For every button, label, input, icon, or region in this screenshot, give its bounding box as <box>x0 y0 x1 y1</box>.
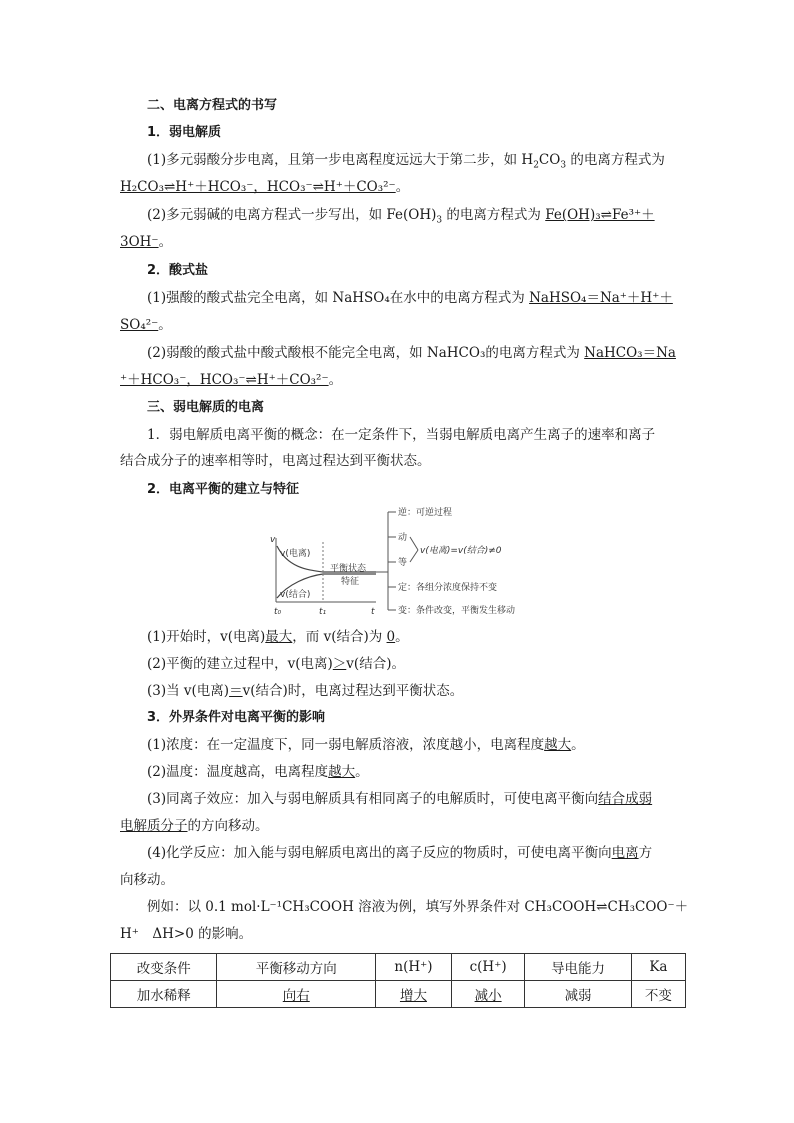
nahso4-equation: NaHSO₄＝Na⁺＋H⁺＋ <box>529 290 673 306</box>
header-ka: Ka <box>631 954 685 981</box>
header-condition: 改变条件 <box>111 954 217 981</box>
weak-acid-paragraph: (1)多元弱酸分步电离，且第一步电离程度远远大于第二步，如 $H_2CO_3$ 的电离方程式为 <box>147 152 665 171</box>
subsection-title-acid-salt: 2．酸式盐 <box>147 263 209 278</box>
feature-change: 变：条件改变，平衡发生移动 <box>398 606 516 616</box>
weak-acid-salt-equation-line: ⁺＋HCO₃⁻，HCO₃⁻⇌H⁺＋CO₃²⁻。 <box>120 372 343 388</box>
subsection-title-establish: 2．电离平衡的建立与特征 <box>147 482 300 497</box>
y-axis-label: v <box>270 535 276 545</box>
concept-line-2: 结合成分子的速率相等时，电离过程达到平衡状态。 <box>120 453 431 469</box>
t1-label: t₁ <box>319 607 327 617</box>
example-line-2: H⁺ ΔH>0 的影响。 <box>120 926 253 942</box>
state-label-2: 特征 <box>341 577 360 587</box>
header-shift: 平衡移动方向 <box>217 954 376 981</box>
table-row <box>111 981 686 1008</box>
state-label-1: 平衡状态 <box>330 564 367 574</box>
factor-reaction: (4)化学反应：加入能与弱电解质电离出的离子反应的物质时，可使电离平衡向电离方 <box>147 845 653 861</box>
cell-c-h: 减小 <box>451 981 525 1008</box>
point-start: (1)开始时，v(电离)最大，而 v(结合)为 0。 <box>147 629 409 645</box>
header-conductivity: 导电能力 <box>525 954 631 981</box>
feature-equal-expression: v(电离)=v(结合)≠0 <box>420 546 502 556</box>
header-n-h: n(H⁺) <box>376 954 452 981</box>
factor-common-ion: (3)同离子效应：加入与弱电解质具有相同离子的电解质时，可使电离平衡向结合成弱 <box>147 791 653 807</box>
feature-equal: 等 <box>398 558 408 568</box>
example-line-1: 例如：以 0.1 mol·L⁻¹CH₃COOH 溶液为例，填写外界条件对 CH₃COOH⇌CH₃COO⁻＋ <box>147 899 689 915</box>
t0-label: t₀ <box>274 607 282 617</box>
strong-acid-salt-equation-line: SO₄²⁻。 <box>120 317 172 333</box>
concept-line-1: 1．弱电解质电离平衡的概念：在一定条件下，当弱电解质电离产生离子的速率和离子 <box>147 427 656 443</box>
factor-reaction-cont: 向移动。 <box>120 872 174 888</box>
cell-ka: 不变 <box>631 981 685 1008</box>
subsection-title-factors: 3．外界条件对电离平衡的影响 <box>147 710 326 725</box>
cell-n-h: 增大 <box>376 981 452 1008</box>
table-header-row <box>111 954 686 981</box>
section-title-ionization: 三、弱电解质的电离 <box>147 400 265 415</box>
cell-shift: 向右 <box>217 981 376 1008</box>
combination-label: v(结合) <box>280 590 311 600</box>
factor-common-ion-cont: 电解质分子的方向移动。 <box>120 818 269 834</box>
subsection-title-weak: 1．弱电解质 <box>147 125 222 140</box>
feoh3-equation: Fe(OH)₃⇌Fe³⁺＋ <box>545 207 655 223</box>
weak-base-equation-line: 3OH⁻。 <box>120 234 173 250</box>
section-title-equations: 二、电离方程式的书写 <box>147 98 278 113</box>
weak-acid-equation-line: H₂CO₃⇌H⁺＋HCO₃⁻，HCO₃⁻⇌H⁺＋CO₃²⁻。 <box>120 179 410 195</box>
equilibrium-diagram <box>268 498 558 620</box>
weak-base-paragraph: (2)多元弱碱的电离方程式一步写出，如 $Fe(OH)_3$ 的电离方程式为 Fe(OH)₃⇌Fe³⁺＋ <box>147 207 655 226</box>
t-label: t <box>371 607 375 617</box>
header-c-h: c(H⁺) <box>451 954 525 981</box>
factor-temperature: (2)温度：温度越高，电离程度越大。 <box>147 764 369 780</box>
factor-concentration: (1)浓度：在一定温度下，同一弱电解质溶液，浓度越小，电离程度越大。 <box>147 737 585 753</box>
cell-condition: 加水稀释 <box>111 981 217 1008</box>
weak-acid-salt-paragraph: (2)弱酸的酸式盐中酸式酸根不能完全电离，如 NaHCO₃的电离方程式为 NaHCO₃＝Na <box>147 345 676 361</box>
feature-constant: 定：各组分浓度保持不变 <box>398 583 498 593</box>
strong-acid-salt-paragraph: (1)强酸的酸式盐完全电离，如 NaHSO₄在水中的电离方程式为 NaHSO₄＝Na⁺＋H⁺＋ <box>147 290 673 306</box>
effects-table <box>110 953 686 1008</box>
feature-dynamic: 动 <box>398 533 408 543</box>
feature-reversible: 逆：可逆过程 <box>398 508 453 518</box>
point-process: (2)平衡的建立过程中，v(电离)＞v(结合)。 <box>147 656 405 672</box>
point-equilibrium: (3)当 v(电离)＝v(结合)时，电离过程达到平衡状态。 <box>147 683 464 699</box>
ionization-label: v(电离) <box>280 549 311 559</box>
h2co3-equation: H₂CO₃⇌H⁺＋HCO₃⁻，HCO₃⁻⇌H⁺＋CO₃²⁻ <box>120 179 396 195</box>
cell-conductivity: 减弱 <box>525 981 631 1008</box>
nahco3-equation: NaHCO₃＝Na <box>584 345 676 361</box>
